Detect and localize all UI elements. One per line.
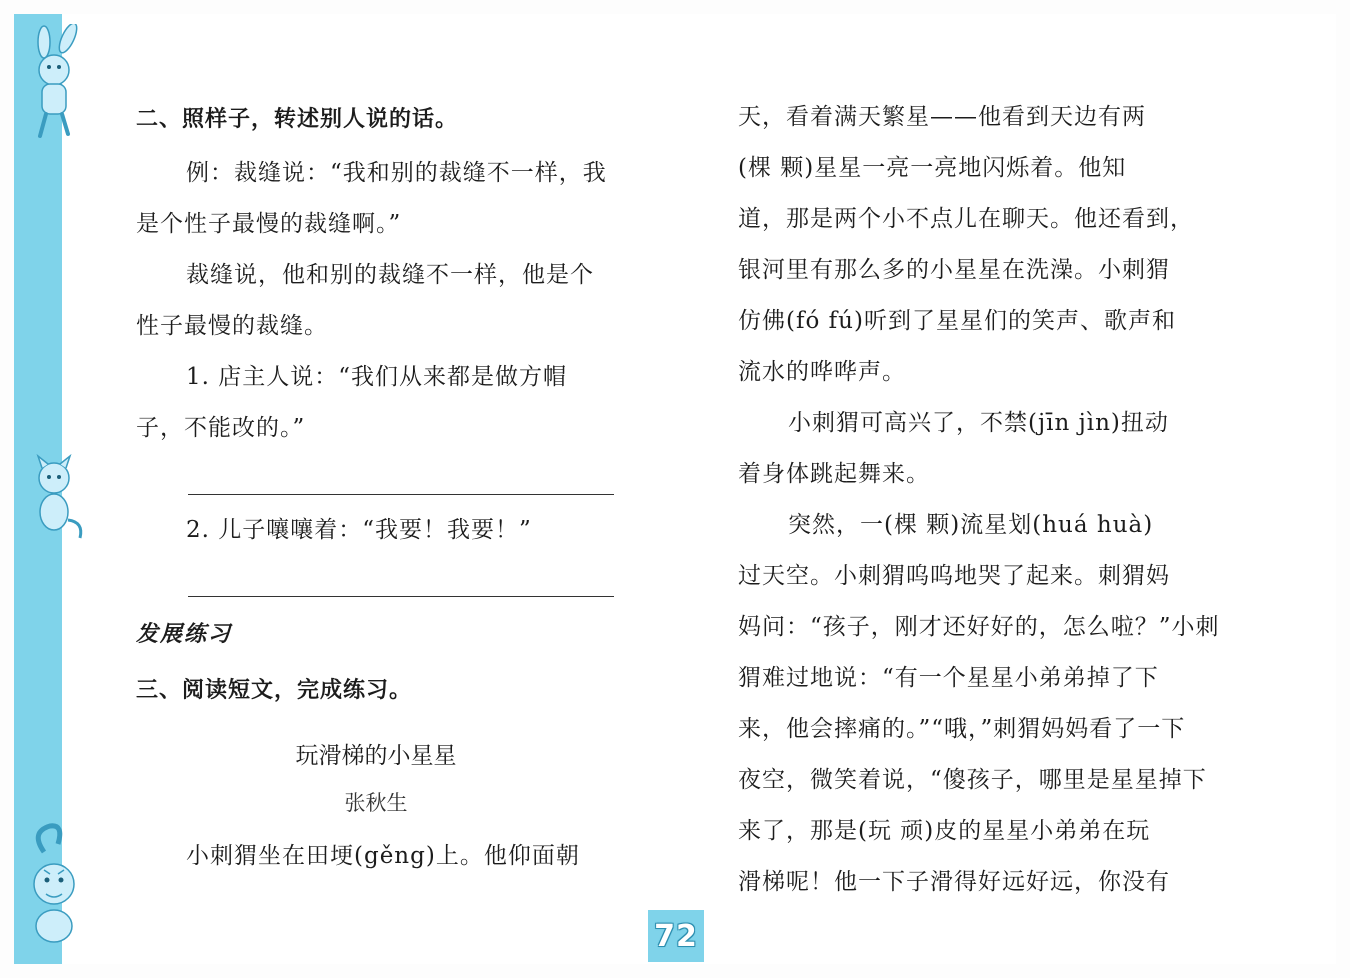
exercise-item-1: 1. 店主人说：“我们从来都是做方帽 — [186, 364, 568, 390]
story-text-line: 妈问：“孩子，刚才还好好的，怎么啦？”小刺 — [738, 614, 1220, 640]
right-column — [738, 92, 1220, 908]
story-text-line: 突然，一(棵 颗)流星划(huá huà) — [788, 512, 1154, 538]
exercise-item-2: 2. 儿子嚷嚷着：“我要！我要！” — [186, 517, 532, 543]
example-sentence-cont: 是个性子最慢的裁缝啊。” — [136, 211, 402, 237]
cat-icon — [24, 450, 88, 550]
answer-line-2[interactable] — [188, 556, 614, 597]
rabbit-icon — [24, 24, 88, 144]
story-text-line: 小刺猬坐在田埂(gěng)上。他仰面朝 — [186, 843, 580, 869]
story-author: 张秋生 — [344, 791, 408, 815]
story-text-line: 流水的哗哗声。 — [738, 359, 906, 385]
answer-line-1[interactable] — [188, 454, 614, 495]
story-text-line: 过天空。小刺猬呜呜地哭了起来。刺猬妈 — [738, 563, 1170, 589]
story-title: 玩滑梯的小星星 — [295, 743, 457, 769]
model-answer: 裁缝说，他和别的裁缝不一样，他是个 — [186, 262, 594, 288]
story-text-line: 银河里有那么多的小星星在洗澡。小刺猬 — [738, 257, 1170, 283]
story-text-line: 夜空，微笑着说，“傻孩子，哪里是星星掉下 — [738, 767, 1207, 793]
left-column — [136, 92, 616, 882]
story-text-line: 来，他会摔痛的。”“哦，”刺猬妈妈看了一下 — [738, 716, 1186, 742]
story-text-line: 滑梯呢！他一下子滑得好远好远，你没有 — [738, 869, 1170, 895]
story-text-line: (棵 颗)星星一亮一亮地闪烁着。他知 — [738, 155, 1127, 181]
question-3-heading: 三、阅读短文，完成练习。 — [136, 678, 413, 703]
story-text-line: 仿佛(fó fú)听到了星星们的笑声、歌声和 — [738, 308, 1176, 334]
example-sentence: 例：裁缝说：“我和别的裁缝不一样，我 — [186, 160, 607, 186]
story-text-line: 小刺猬可高兴了，不禁(jīn jìn)扭动 — [788, 410, 1169, 436]
story-text-line: 着身体跳起舞来。 — [738, 461, 930, 487]
story-text-line: 猬难过地说：“有一个星星小弟弟掉了下 — [738, 665, 1159, 691]
page-number: 72 — [648, 910, 704, 962]
model-answer-cont: 性子最慢的裁缝。 — [136, 313, 328, 339]
story-text-line: 道，那是两个小不点儿在聊天。他还看到， — [738, 206, 1194, 232]
question-2-heading: 二、照样子，转述别人说的话。 — [136, 107, 459, 132]
story-text-line: 来了，那是(玩 顽)皮的星星小弟弟在玩 — [738, 818, 1151, 844]
section-title: 发展练习 — [136, 622, 233, 647]
exercise-item-1-cont: 子，不能改的。” — [136, 415, 306, 441]
decorative-sidebar — [14, 14, 62, 964]
tiger-icon — [24, 822, 88, 952]
story-text-line: 天，看着满天繁星——他看到天边有两 — [738, 104, 1146, 130]
